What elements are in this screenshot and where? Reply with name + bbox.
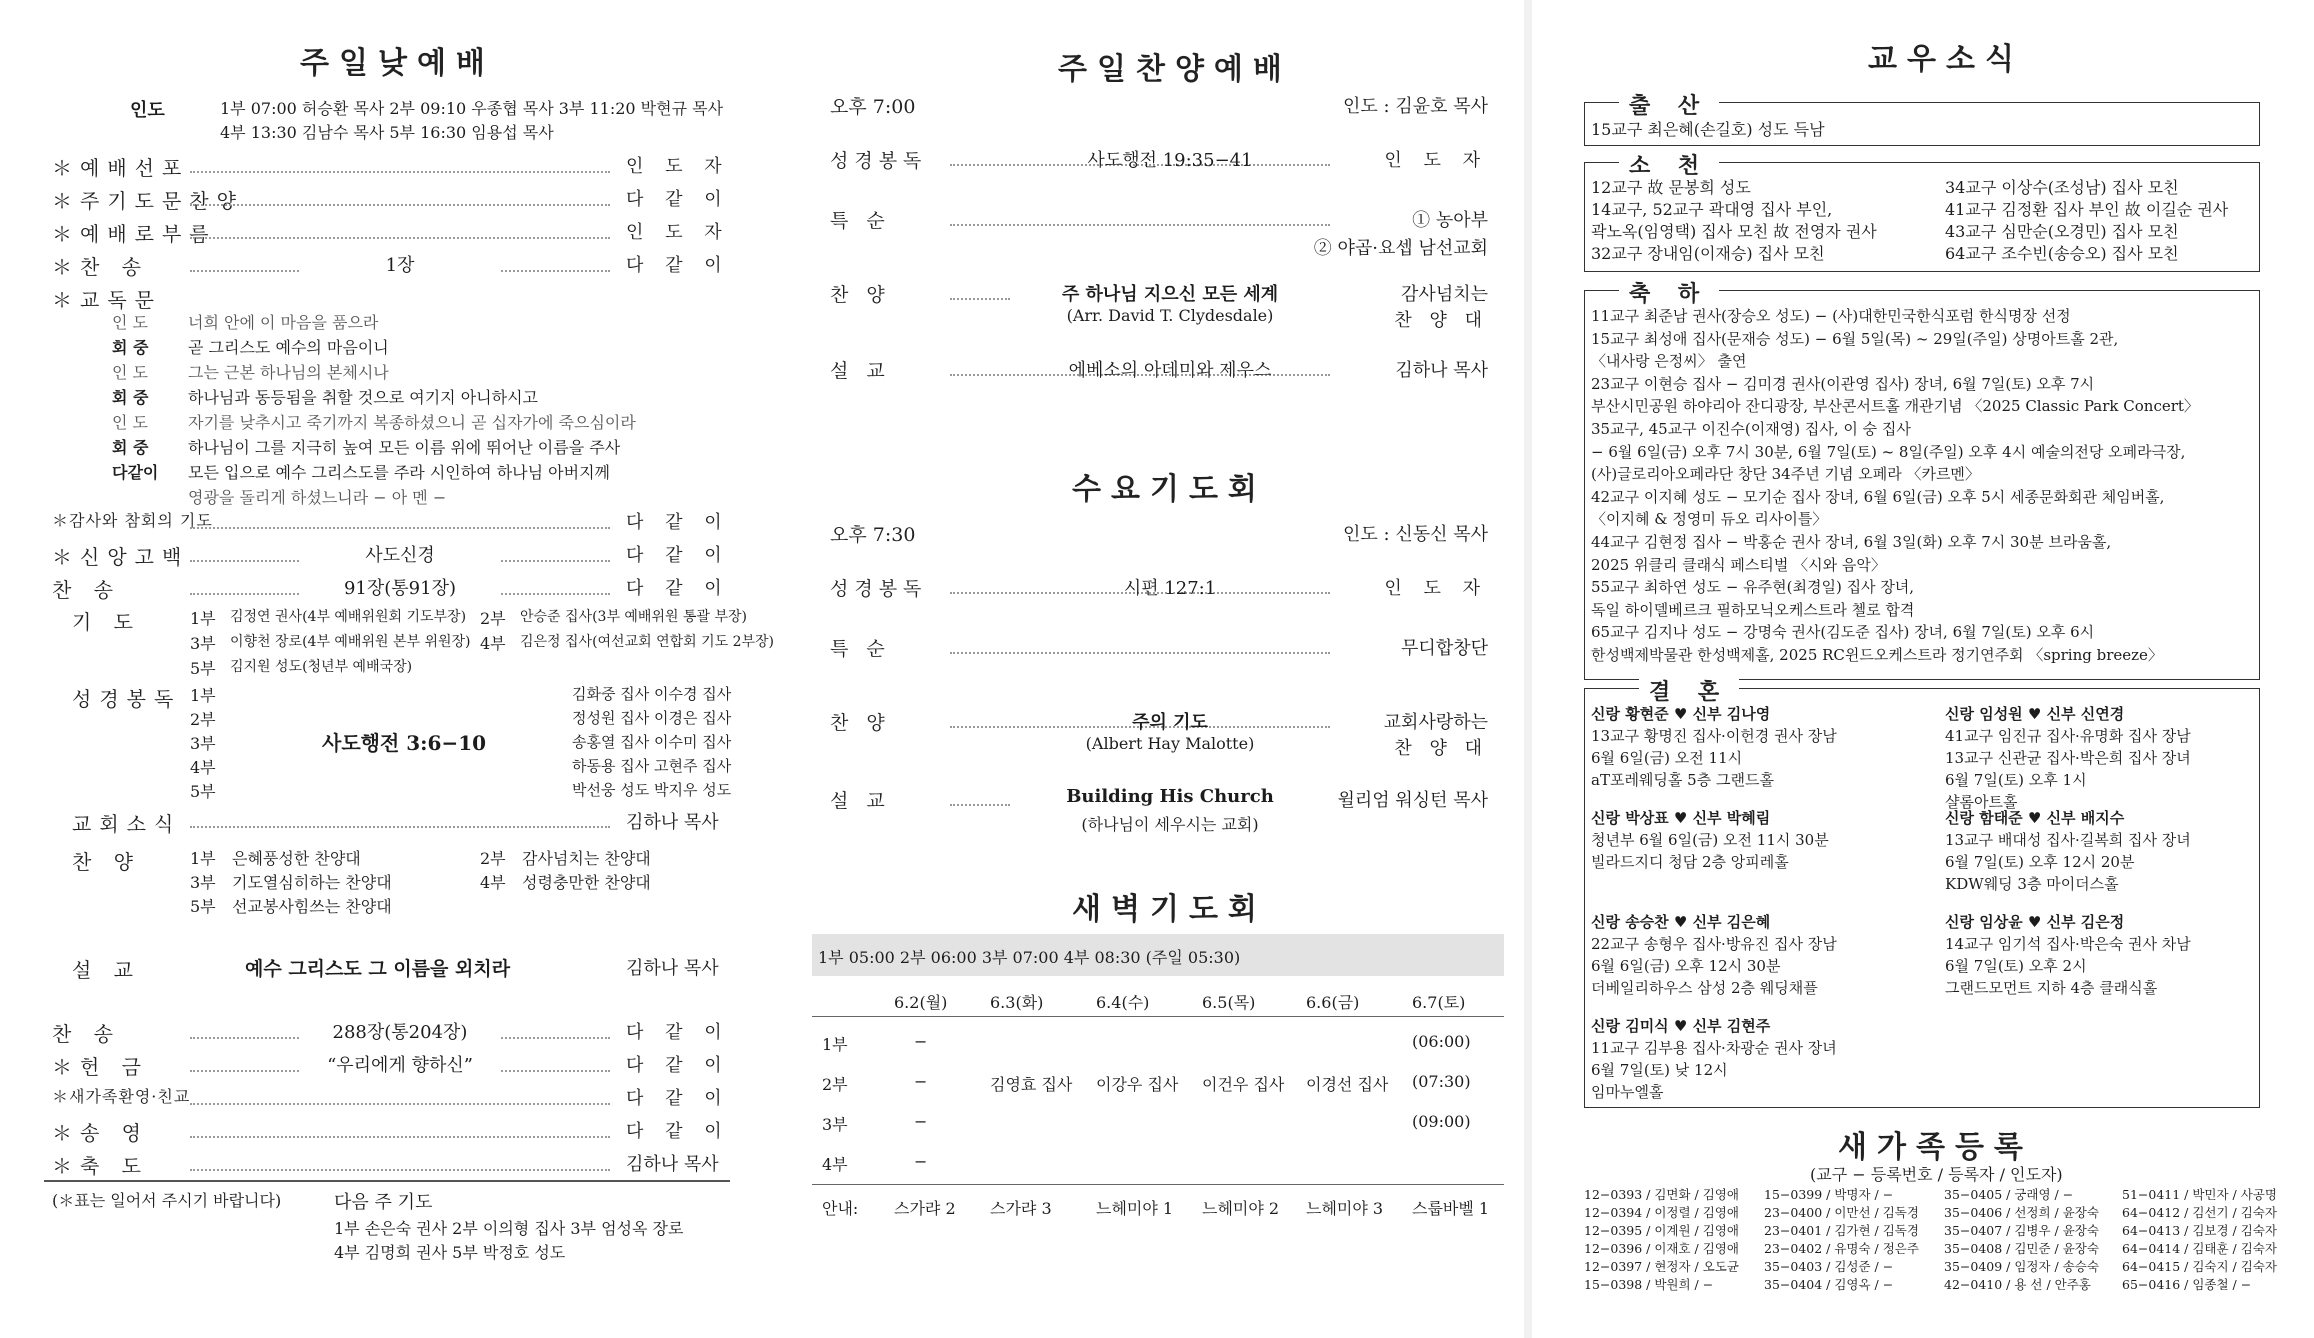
new-family-subtitle: (교구 − 등록번호 / 등록자 / 인도자) bbox=[1810, 1165, 2063, 1184]
praise-item-leader: 김하나 목사 bbox=[1395, 360, 1488, 381]
next-week-prayer-title: 다음 주 기도 bbox=[334, 1192, 433, 1213]
praise-item-leader: ① 농아부 bbox=[1412, 210, 1488, 231]
prayer-leader: 안승준 집사(3부 예배위원 통괄 부장) bbox=[520, 609, 747, 625]
praise-item-label: 특 순 bbox=[830, 210, 891, 232]
wedding-couple: 신랑 황현준 ♥ 신부 김나영 bbox=[1591, 705, 1771, 723]
new-family-entry: 23−0402 / 유명숙 / 정은주 bbox=[1764, 1241, 1919, 1256]
sunday-praise-title: 주일찬양예배 bbox=[1058, 52, 1292, 87]
wedding-detail: 41교구 임진규 집사·유명화 집사 장남 bbox=[1945, 727, 2191, 745]
closing-item-content: “우리에게 향하신” bbox=[300, 1051, 500, 1077]
wedding-detail: 11교구 김부용 집사·차광순 권사 장녀 bbox=[1591, 1039, 1837, 1057]
wednesday-prayer-title: 수요기도회 bbox=[1072, 472, 1267, 507]
prayer-leader: 이향천 장로(4부 예배위원 본부 위원장) bbox=[230, 634, 471, 650]
service-item-label: ＊예배선포 bbox=[52, 156, 190, 180]
praise-item-label: 오후 7:00 bbox=[830, 96, 916, 118]
praise-item-content-sub: (Arr. David T. Clydesdale) bbox=[1066, 306, 1274, 325]
choir-part: 5부 bbox=[190, 897, 216, 916]
wedding-detail: 22교구 송형우 집사·방유진 집사 장남 bbox=[1591, 935, 1837, 953]
prayer-leader: 김정연 권사(4부 예배위원회 기도부장) bbox=[230, 609, 467, 625]
responsive-text: 너희 안에 이 마음을 품으라 bbox=[188, 313, 379, 332]
new-family-entry: 12−0396 / 이재호 / 김영애 bbox=[1584, 1241, 1739, 1256]
wedding-detail: 13교구 신관균 집사·박은희 집사 장녀 bbox=[1945, 749, 2191, 767]
guide-scripture: 스가랴 2 bbox=[894, 1199, 956, 1218]
prayer-label: 기 도 bbox=[72, 610, 141, 634]
new-family-title: 새가족등록 bbox=[1838, 1130, 2033, 1165]
wedding-detail: 더베일리하우스 삼성 2층 웨딩채플 bbox=[1591, 979, 1818, 997]
closing-item-leader: 다 같 이 bbox=[626, 1055, 730, 1076]
passed-away-item: 64교구 조수빈(송승오) 집사 모친 bbox=[1945, 244, 2179, 263]
new-family-entry: 65−0416 / 임종철 / − bbox=[2122, 1277, 2252, 1292]
congratulations-item: 11교구 최준남 권사(장승오 성도) − (사)대한민국한식포럼 한식명장 선정 bbox=[1591, 307, 2071, 325]
wednesday-item-leader: 윌리엄 워싱턴 목사 bbox=[1337, 790, 1488, 811]
service-item-leader: 인 도 자 bbox=[626, 222, 730, 243]
next-week-prayer-line-1: 1부 손은숙 권사 2부 이의형 집사 3부 엄성옥 장로 bbox=[334, 1219, 684, 1238]
praise-item-leader: ② 야곱·요셉 남선교회 bbox=[1313, 238, 1488, 259]
wedding-detail: 6월 7일(토) 오후 2시 bbox=[1945, 957, 2087, 975]
service-item-leader: 다 같 이 bbox=[626, 578, 730, 599]
dawn-cell: − bbox=[914, 1152, 928, 1171]
evening-services-column bbox=[790, 0, 1532, 1338]
passed-away-item: 34교구 이상수(조성남) 집사 모친 bbox=[1945, 178, 2179, 197]
congratulations-item: 55교구 최하연 성도 − 유주현(최경일) 집사 장녀, bbox=[1591, 578, 1915, 597]
wednesday-item-label: 오후 7:30 bbox=[830, 524, 916, 546]
praise-item-label: 성경봉독 bbox=[830, 150, 928, 172]
next-week-prayer-line-2: 4부 김명희 권사 5부 박정호 성도 bbox=[334, 1243, 566, 1262]
choir-name: 기도열심히하는 찬양대 bbox=[232, 873, 392, 892]
leaders-label: 인도 bbox=[130, 100, 165, 121]
birth-box bbox=[1584, 93, 2260, 146]
congratulations-item: 42교구 이지혜 성도 − 모기순 집사 장녀, 6월 6일(금) 오후 5시 세종문화회관 체임버홀, bbox=[1591, 487, 2165, 506]
reading-readers: 송홍열 집사 이수미 집사 bbox=[572, 733, 732, 751]
prayer-leader: 김은정 집사(여선교회 연합회 기도 2부장) bbox=[520, 634, 775, 650]
responsive-text: 그는 근본 하나님의 본체시나 bbox=[188, 363, 389, 382]
wedding-detail: 13교구 황명진 집사·이헌경 권사 장남 bbox=[1591, 727, 1837, 745]
reading-part: 2부 bbox=[190, 710, 216, 729]
choir-label: 찬 양 bbox=[72, 850, 141, 874]
responsive-text: 모든 입으로 예수 그리스도를 주라 시인하여 하나님 아버지께 bbox=[188, 463, 611, 482]
choir-part: 2부 bbox=[480, 849, 506, 868]
service-item-content: 1장 bbox=[300, 251, 500, 277]
wedding-detail: 청년부 6월 6일(금) 오전 11시 30분 bbox=[1591, 831, 1829, 849]
dawn-day-header: 6.6(금) bbox=[1306, 993, 1360, 1012]
closing-item-label: ＊축 도 bbox=[52, 1154, 149, 1178]
congratulations-item: 35교구, 45교구 이진수(이재영) 집사, 이 숭 집사 bbox=[1591, 420, 1911, 438]
responsive-speaker: 회 중 bbox=[112, 438, 149, 457]
wednesday-item-content-sub: (하나님이 세우시는 교회) bbox=[1081, 815, 1259, 834]
church-news-leader: 김하나 목사 bbox=[626, 812, 719, 833]
table-rule bbox=[812, 1184, 1504, 1185]
wednesday-item-leader: 교회사랑하는 bbox=[1383, 712, 1488, 733]
new-family-entry: 64−0413 / 김보경 / 김숙자 bbox=[2122, 1223, 2277, 1238]
wednesday-item-label: 특 순 bbox=[830, 638, 891, 660]
closing-item-label: 찬 송 bbox=[52, 1022, 121, 1046]
closing-item-leader: 다 같 이 bbox=[626, 1088, 730, 1109]
congratulations-item: 독일 하이델베르크 필하모닉오케스트라 첼로 합격 bbox=[1591, 600, 1915, 619]
responsive-text: 자기를 낮추시고 죽기까지 복종하셨으니 곧 십자가에 죽으심이라 bbox=[188, 413, 636, 432]
dotted-leader bbox=[190, 527, 610, 529]
passed-away-item: 12교구 故 문봉희 성도 bbox=[1591, 178, 1751, 197]
dawn-cell: (09:00) bbox=[1412, 1112, 1471, 1131]
passed-away-item: 곽노옥(임영택) 집사 모친 故 전영자 권사 bbox=[1591, 222, 1877, 241]
praise-item-content: 사도행전 19:35−41 bbox=[1087, 150, 1253, 171]
wednesday-item-label: 성경봉독 bbox=[830, 578, 928, 600]
wedding-detail: 14교구 임기석 집사·박은숙 권사 차남 bbox=[1945, 935, 2191, 953]
service-item-leader: 인 도 자 bbox=[626, 156, 730, 177]
wednesday-item-content-sub: (Albert Hay Malotte) bbox=[1085, 734, 1255, 753]
congratulations-item: 44교구 김현정 집사 − 박홍순 권사 장녀, 6월 3일(화) 오후 7시 30분 브라움홀, bbox=[1591, 533, 2112, 551]
wedding-detail: 13교구 배대성 집사·길복희 집사 장녀 bbox=[1945, 831, 2191, 849]
new-family-entry: 64−0414 / 김태훈 / 김숙자 bbox=[2122, 1241, 2277, 1256]
new-family-entry: 23−0401 / 김가현 / 김독경 bbox=[1764, 1223, 1919, 1238]
dawn-cell: 이강우 집사 bbox=[1096, 1075, 1179, 1094]
leaders-line-2: 4부 13:30 김남수 목사 5부 16:30 임용섭 목사 bbox=[220, 123, 554, 142]
reading-part: 4부 bbox=[190, 758, 216, 777]
wednesday-item-label: 찬 양 bbox=[830, 712, 891, 734]
sunday-morning-title: 주일낮예배 bbox=[300, 46, 495, 81]
wedding-detail: aT포레웨딩홀 5층 그랜드홀 bbox=[1591, 771, 1774, 789]
closing-item-label: ＊새가족환영·친교 bbox=[52, 1087, 191, 1106]
service-item-label: ＊감사와 참회의 기도 bbox=[52, 511, 213, 530]
wednesday-item-leader-sub: 찬 양 대 bbox=[1394, 738, 1488, 759]
dotted-leader bbox=[190, 237, 610, 239]
responsive-text: 곧 그리스도 예수의 마음이니 bbox=[188, 338, 389, 357]
service-item-label: ＊교독문 bbox=[52, 288, 162, 312]
dawn-times: 1부 05:00 2부 06:00 3부 07:00 4부 08:30 (주일 05:30) bbox=[818, 948, 1241, 967]
responsive-text: 하나님과 동등됨을 취할 것으로 여기지 아니하시고 bbox=[188, 388, 539, 407]
dawn-part: 2부 bbox=[822, 1075, 848, 1094]
dotted-leader bbox=[190, 204, 610, 206]
guide-scripture: 스가랴 3 bbox=[990, 1199, 1052, 1218]
reading-readers: 김화중 집사 이수경 집사 bbox=[572, 685, 732, 703]
wedding-detail: KDW웨딩 3층 마이더스홀 bbox=[1945, 875, 2119, 893]
responsive-speaker: 다같이 bbox=[112, 463, 159, 482]
new-family-entry: 12−0397 / 현정자 / 오도균 bbox=[1584, 1259, 1739, 1274]
wedding-couple: 신랑 송승찬 ♥ 신부 김은혜 bbox=[1591, 913, 1771, 931]
wedding-couple: 신랑 임성원 ♥ 신부 신연경 bbox=[1945, 705, 2125, 723]
congratulations-item: (사)글로리아오페라단 창단 34주년 기념 오페라 〈카르멘〉 bbox=[1591, 465, 1980, 484]
congratulations-title: 축 하 bbox=[1619, 277, 1719, 308]
sermon-title: 예수 그리스도 그 이름을 외치라 bbox=[245, 958, 511, 980]
dotted-leader bbox=[190, 1103, 610, 1105]
responsive-speaker: 인 도 bbox=[112, 313, 148, 332]
church-news-title: 교우소식 bbox=[1868, 42, 2024, 77]
service-item-leader: 다 같 이 bbox=[626, 545, 730, 566]
birth-title: 출 산 bbox=[1619, 89, 1719, 120]
dawn-day-header: 6.2(월) bbox=[894, 993, 948, 1012]
new-family-entry: 12−0395 / 이계원 / 김영애 bbox=[1584, 1223, 1739, 1238]
service-item-content: 사도신경 bbox=[300, 541, 500, 567]
responsive-speaker: 인 도 bbox=[112, 413, 148, 432]
closing-item-content: 288장(통204장) bbox=[300, 1018, 500, 1044]
church-news-label: 교회소식 bbox=[72, 812, 182, 836]
service-item-leader: 다 같 이 bbox=[626, 512, 730, 533]
wednesday-item-label: 설 교 bbox=[830, 790, 891, 812]
dawn-part: 1부 bbox=[822, 1035, 848, 1054]
congratulations-item: 23교구 이현승 집사 − 김미경 권사(이관영 집사) 장녀, 6월 7일(토) 오후 7시 bbox=[1591, 374, 2095, 393]
wedding-detail: 그랜드모먼트 지하 4층 클래식홀 bbox=[1945, 979, 2158, 997]
congratulations-box bbox=[1584, 281, 2260, 680]
wedding-detail: 6월 7일(토) 오후 12시 20분 bbox=[1945, 853, 2135, 871]
responsive-text: 영광을 돌리게 하셨느니라 − 아 멘 − bbox=[188, 488, 447, 507]
responsive-text: 하나님이 그를 지극히 높여 모든 이름 위에 뛰어난 이름을 주사 bbox=[188, 438, 621, 457]
responsive-speaker: 인 도 bbox=[112, 363, 148, 382]
congratulations-item: 65교구 김지나 성도 − 강명숙 권사(김도준 집사) 장녀, 6월 7일(토) 오후 6시 bbox=[1591, 623, 2095, 642]
wednesday-item-content: Building His Church bbox=[1066, 786, 1274, 807]
dawn-day-header: 6.3(화) bbox=[990, 993, 1044, 1012]
dawn-cell: (07:30) bbox=[1412, 1072, 1471, 1091]
dawn-cell: 이건우 집사 bbox=[1202, 1075, 1285, 1094]
choir-part: 4부 bbox=[480, 873, 506, 892]
sunday-morning-service-column bbox=[0, 0, 790, 1338]
praise-item-leader: 인 도 자 bbox=[1384, 150, 1488, 171]
congratulations-item: 〈이지혜 & 정영미 듀오 리사이틀〉 bbox=[1591, 510, 1828, 529]
prayer-part: 1부 bbox=[190, 609, 216, 628]
new-family-entry: 35−0406 / 선정희 / 윤장숙 bbox=[1944, 1205, 2099, 1220]
new-family-entry: 35−0408 / 김민준 / 윤장숙 bbox=[1944, 1241, 2099, 1256]
guide-scripture: 스룹바벨 1 bbox=[1412, 1199, 1490, 1218]
dawn-cell: (06:00) bbox=[1412, 1032, 1471, 1051]
new-family-entry: 35−0409 / 임정자 / 송승숙 bbox=[1944, 1259, 2099, 1274]
responsive-speaker: 회 중 bbox=[112, 338, 149, 357]
dawn-cell: − bbox=[914, 1112, 928, 1131]
choir-name: 성령충만한 찬양대 bbox=[522, 873, 651, 892]
choir-name: 감사넘치는 찬양대 bbox=[522, 849, 651, 868]
divider bbox=[44, 1180, 730, 1182]
guide-label: 안내: bbox=[822, 1199, 859, 1218]
closing-item-label: ＊헌 금 bbox=[52, 1055, 149, 1079]
new-family-entry: 35−0404 / 김영옥 / − bbox=[1764, 1277, 1894, 1292]
dotted-leader bbox=[190, 826, 610, 828]
wedding-title: 결 혼 bbox=[1639, 675, 1739, 706]
service-item-label: ＊신앙고백 bbox=[52, 545, 190, 569]
prayer-part: 2부 bbox=[480, 609, 506, 628]
wedding-detail: 임마누엘홀 bbox=[1591, 1083, 1664, 1101]
passed-away-box bbox=[1584, 153, 2260, 272]
birth-item: 15교구 최은혜(손길호) 성도 득남 bbox=[1591, 120, 1825, 139]
prayer-part: 3부 bbox=[190, 634, 216, 653]
praise-item-label: 찬 양 bbox=[830, 284, 891, 306]
guide-scripture: 느헤미야 1 bbox=[1096, 1199, 1174, 1218]
closing-item-leader: 다 같 이 bbox=[626, 1022, 730, 1043]
new-family-entry: 15−0398 / 박원희 / − bbox=[1584, 1277, 1714, 1292]
congratulations-item: 한성백제박물관 한성백제홀, 2025 RC윈드오케스트라 정기연주회 〈spring breeze〉 bbox=[1591, 646, 2163, 664]
wedding-detail: 6월 6일(금) 오후 12시 30분 bbox=[1591, 957, 1781, 975]
responsive-speaker: 회 중 bbox=[112, 388, 149, 407]
congratulations-item: − 6월 6일(금) 오후 7시 30분, 6월 7일(토) ~ 8일(주일) 오후 4시 예술의전당 오페라극장, bbox=[1591, 442, 2186, 461]
dotted-leader bbox=[950, 224, 1330, 226]
service-item-label: ＊주기도문찬양 bbox=[52, 189, 244, 213]
dawn-cell: 김영효 집사 bbox=[990, 1075, 1073, 1094]
bible-reading-label: 성경봉독 bbox=[72, 687, 182, 711]
choir-part: 1부 bbox=[190, 849, 216, 868]
guide-scripture: 느헤미야 3 bbox=[1306, 1199, 1384, 1218]
new-family-entry: 35−0403 / 김성준 / − bbox=[1764, 1259, 1894, 1274]
dawn-prayer-title: 새벽기도회 bbox=[1072, 892, 1267, 927]
sermon-preacher: 김하나 목사 bbox=[626, 958, 719, 979]
new-family-entry: 51−0411 / 박민자 / 사공명 bbox=[2122, 1187, 2277, 1202]
dawn-day-header: 6.7(토) bbox=[1412, 993, 1466, 1012]
column-separator bbox=[1524, 0, 1532, 1338]
passed-away-item: 32교구 장내임(이재승) 집사 모친 bbox=[1591, 244, 1825, 263]
passed-away-item: 14교구, 52교구 곽대영 집사 부인, bbox=[1591, 200, 1833, 219]
praise-item-leader: 인도 : 김윤호 목사 bbox=[1343, 96, 1488, 117]
new-family-entry: 12−0394 / 이정렬 / 김영애 bbox=[1584, 1205, 1739, 1220]
closing-item-leader: 김하나 목사 bbox=[626, 1154, 719, 1175]
reading-part: 1부 bbox=[190, 686, 216, 705]
guide-scripture: 느헤미야 2 bbox=[1202, 1199, 1280, 1218]
prayer-part: 5부 bbox=[190, 659, 216, 678]
service-item-label: 찬 송 bbox=[52, 578, 121, 602]
passed-away-title: 소 천 bbox=[1619, 149, 1719, 180]
leaders-line-1: 1부 07:00 허승환 목사 2부 09:10 우종협 목사 3부 11:20 박현규 목사 bbox=[220, 99, 724, 118]
choir-name: 은혜풍성한 찬양대 bbox=[232, 849, 361, 868]
passed-away-item: 41교구 김정환 집사 부인 故 이길순 권사 bbox=[1945, 200, 2229, 219]
congratulations-item: 부산시민공원 하야리아 잔디광장, 부산콘서트홀 개관기념 〈2025 Classic Park Concert〉 bbox=[1591, 397, 2199, 416]
new-family-entry: 12−0393 / 김면화 / 김영애 bbox=[1584, 1187, 1739, 1202]
prayer-part: 4부 bbox=[480, 634, 506, 653]
table-rule bbox=[812, 1016, 1504, 1017]
congratulations-item: 2025 위클리 클래식 페스티벌 〈시와 음악〉 bbox=[1591, 555, 1886, 574]
reading-readers: 정성원 집사 이경은 집사 bbox=[572, 709, 732, 727]
praise-item-content: 에베소의 아데미와 제우스 bbox=[1068, 360, 1272, 381]
reading-readers: 박선웅 성도 박지우 성도 bbox=[572, 781, 732, 799]
congratulations-item: 〈내사랑 은정씨〉 출연 bbox=[1591, 352, 1747, 371]
standing-footnote: (＊표는 일어서 주시기 바랍니다) bbox=[52, 1191, 282, 1210]
new-family-entry: 15−0399 / 박명자 / − bbox=[1764, 1187, 1894, 1202]
dawn-cell: 이경선 집사 bbox=[1306, 1075, 1389, 1094]
new-family-entry: 35−0407 / 김병우 / 윤장숙 bbox=[1944, 1223, 2099, 1238]
service-item-leader: 다 같 이 bbox=[626, 189, 730, 210]
wedding-detail: 6월 6일(금) 오전 11시 bbox=[1591, 749, 1743, 767]
dawn-part: 3부 bbox=[822, 1115, 848, 1134]
choir-part: 3부 bbox=[190, 873, 216, 892]
dawn-cell: − bbox=[914, 1072, 928, 1091]
wednesday-item-leader: 인도 : 신동신 목사 bbox=[1343, 524, 1488, 545]
closing-item-label: ＊송 영 bbox=[52, 1121, 149, 1145]
new-family-entry: 42−0410 / 용 선 / 안주홍 bbox=[1944, 1277, 2091, 1292]
wedding-detail: 샬롬아트홀 bbox=[1945, 793, 2018, 811]
reading-text: 사도행전 3:6−10 bbox=[322, 731, 487, 755]
service-item-content: 91장(통91장) bbox=[300, 574, 500, 600]
wedding-box bbox=[1584, 679, 2260, 1108]
dawn-day-header: 6.5(목) bbox=[1202, 993, 1256, 1012]
congratulations-item: 15교구 최성애 집사(문재승 성도) − 6월 5일(목) ~ 29일(주일) 상명아트홀 2관, bbox=[1591, 329, 2119, 348]
wednesday-item-content: 시편 127:1 bbox=[1123, 578, 1217, 599]
choir-name: 선교봉사힘쓰는 찬양대 bbox=[232, 897, 392, 916]
wednesday-item-leader: 무디합창단 bbox=[1401, 638, 1488, 659]
wedding-couple: 신랑 박상표 ♥ 신부 박혜림 bbox=[1591, 809, 1771, 827]
dawn-cell: − bbox=[914, 1032, 928, 1051]
wedding-detail: 6월 7일(토) 낮 12시 bbox=[1591, 1061, 1728, 1079]
wedding-detail: 6월 7일(토) 오후 1시 bbox=[1945, 771, 2087, 789]
dotted-leader bbox=[190, 1136, 610, 1138]
praise-item-content: 주 하나님 지으신 모든 세계 bbox=[1061, 284, 1279, 305]
closing-item-leader: 다 같 이 bbox=[626, 1121, 730, 1142]
dotted-leader bbox=[950, 652, 1330, 654]
wedding-detail: 빌라드지디 청담 2층 앙피레홀 bbox=[1591, 853, 1789, 871]
praise-item-leader: 감사넘치는 bbox=[1401, 284, 1488, 305]
sermon-label: 설 교 bbox=[72, 958, 141, 982]
reading-readers: 하동용 집사 고현주 집사 bbox=[572, 757, 732, 775]
reading-part: 5부 bbox=[190, 782, 216, 801]
service-item-label: ＊예배로부름 bbox=[52, 222, 217, 246]
praise-item-label: 설 교 bbox=[830, 360, 891, 382]
wedding-couple: 신랑 임상윤 ♥ 신부 김은정 bbox=[1945, 913, 2125, 931]
praise-item-leader-sub: 찬 양 대 bbox=[1394, 310, 1488, 331]
prayer-leader: 김지원 성도(청년부 예배국장) bbox=[230, 659, 413, 675]
new-family-entry: 35−0405 / 궁래영 / − bbox=[1944, 1187, 2074, 1202]
dawn-part: 4부 bbox=[822, 1155, 848, 1174]
wedding-couple: 신랑 함태준 ♥ 신부 배지수 bbox=[1945, 809, 2125, 827]
new-family-entry: 23−0400 / 이만선 / 김독경 bbox=[1764, 1205, 1919, 1220]
reading-part: 3부 bbox=[190, 734, 216, 753]
church-news-column bbox=[1532, 0, 2314, 1338]
service-item-label: ＊찬 송 bbox=[52, 255, 149, 279]
dotted-leader bbox=[190, 1169, 610, 1171]
wednesday-item-content: 주의 기도 bbox=[1132, 712, 1208, 733]
passed-away-item: 43교구 심만순(오경민) 집사 모친 bbox=[1945, 222, 2179, 241]
wednesday-item-leader: 인 도 자 bbox=[1384, 578, 1488, 599]
new-family-entry: 64−0415 / 김숙지 / 김숙자 bbox=[2122, 1259, 2277, 1274]
wedding-couple: 신랑 김미식 ♥ 신부 김현주 bbox=[1591, 1017, 1771, 1035]
new-family-entry: 64−0412 / 김선기 / 김숙자 bbox=[2122, 1205, 2277, 1220]
dawn-day-header: 6.4(수) bbox=[1096, 993, 1150, 1012]
service-item-leader: 다 같 이 bbox=[626, 255, 730, 276]
dotted-leader bbox=[190, 171, 610, 173]
